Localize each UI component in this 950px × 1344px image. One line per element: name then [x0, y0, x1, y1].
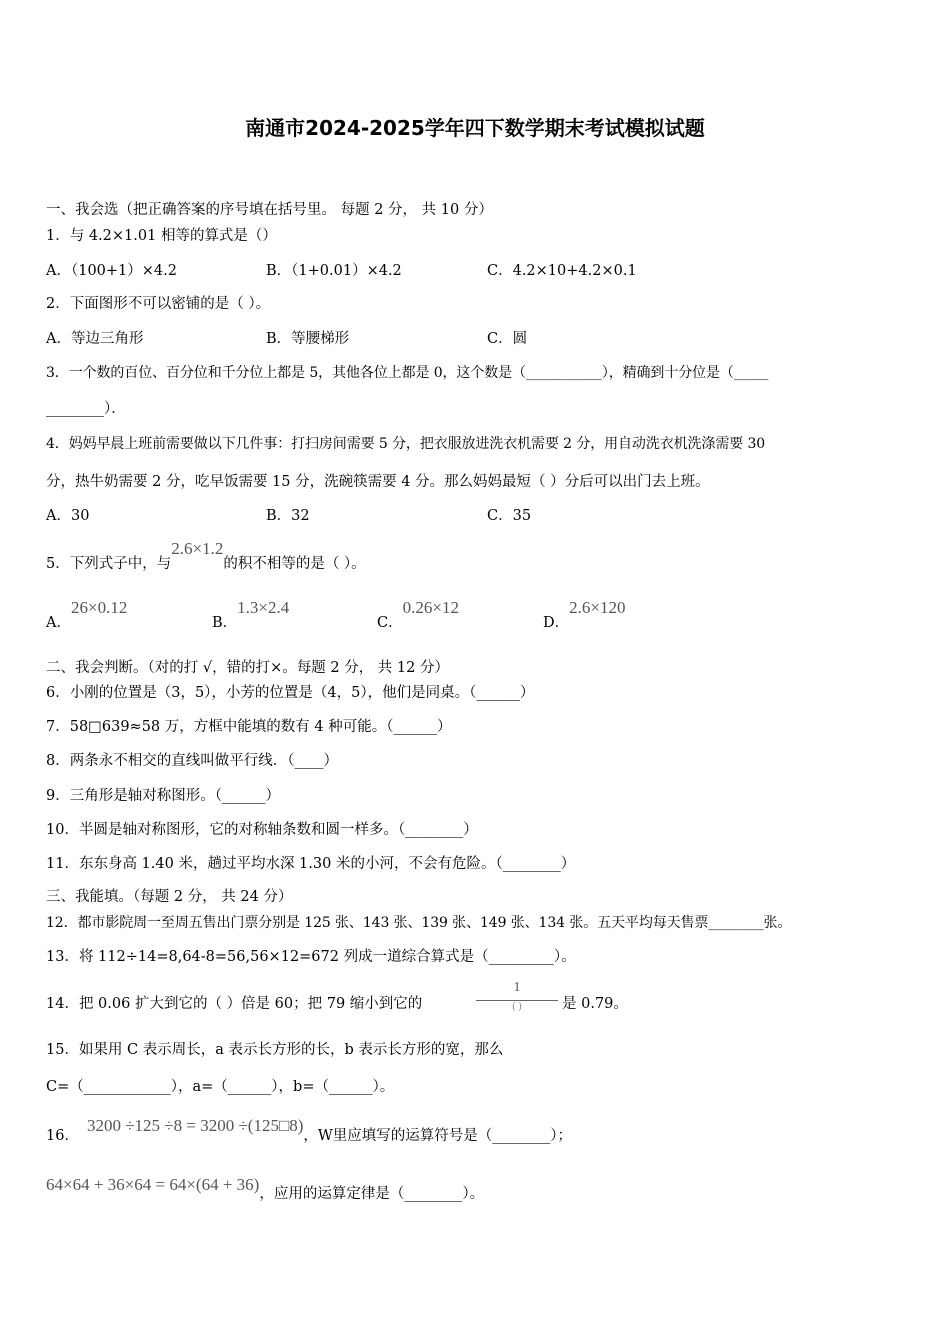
q16-suffix: ，应用的运算定律是（________）。: [259, 1186, 485, 1202]
question-4-line1: 4．妈妈早晨上班前需要做以下几件事：打扫房间需要 5 分，把衣服放进洗衣机需要 2 分，用自动洗衣机洗涤需要 30: [46, 436, 766, 452]
question-12: 12．都市影院周一至周五售出门票分别是 125 张、143 张、139 张、149 张、134 张。五天平均每天售票________张。: [46, 915, 792, 931]
q1-option-c: C．4.2×10+4.2×0.1: [487, 263, 637, 279]
q5-expression: 2.6×1.2: [171, 539, 224, 558]
question-14: 14．把 0.06 扩大到它的（ ）倍是 60；把 79 缩小到它的: [46, 996, 423, 1012]
q5-suffix: 的积不相等的是（ ）。: [223, 556, 366, 572]
q14-fraction-denominator: ( ): [512, 1001, 522, 1012]
question-5: [46, 539, 366, 574]
q1-option-a: A．（100+1）×4.2: [46, 263, 177, 279]
q5-option-d: [543, 598, 626, 633]
q5-option-c-label: C．: [377, 615, 403, 631]
q4-option-b: B．32: [266, 508, 310, 524]
q14-suffix: 是 0.79。: [562, 996, 628, 1012]
q14-fraction: [474, 980, 560, 1020]
section-1-header: 一、我会选（把正确答案的序号填在括号里。 每题 2 分， 共 10 分）: [46, 202, 493, 218]
q2-option-c: C．圆: [487, 331, 528, 347]
question-13: 13．将 112÷14=8,64-8=56,56×12=672 列成一道综合算式是（_________）。: [46, 949, 576, 965]
question-16-line2: [46, 1175, 485, 1204]
question-11: 11．东东身高 1.40 米，趟过平均水深 1.30 米的小河，不会有危险。（________）: [46, 856, 576, 872]
question-15-line1: 15．如果用 C 表示周长，a 表示长方形的长，b 表示长方形的宽，那么: [46, 1042, 504, 1058]
q16-expression-1: 3200 ÷125 ÷8 = 3200 ÷(125□8): [86, 1116, 304, 1135]
q5-option-b-label: B．: [212, 615, 238, 631]
question-15-line2: C=（____________），a=（______），b=（______）。: [46, 1079, 395, 1095]
q4-option-c: C．35: [487, 508, 532, 524]
q5-option-a: [46, 598, 128, 633]
q5-prefix: 5．下列式子中，与: [46, 556, 172, 572]
question-6: 6．小刚的位置是（3，5），小芳的位置是（4，5），他们是同桌。（______）: [46, 685, 535, 701]
q16-mid-text: ，W里应填写的运算符号是（________）；: [303, 1128, 573, 1144]
question-8: 8．两条永不相交的直线叫做平行线．（____）: [46, 753, 338, 769]
section-2-header: 二、我会判断。（对的打 √，错的打×。每题 2 分， 共 12 分）: [46, 660, 449, 676]
question-2: 2．下面图形不可以密铺的是（ ）。: [46, 296, 271, 312]
q5-option-c: [377, 598, 459, 633]
q5-option-a-label: A．: [46, 615, 71, 631]
question-4-line2: 分，热牛奶需要 2 分，吃早饭需要 15 分，洗碗筷需要 4 分。那么妈妈最短（ ）分后可以出门去上班。: [46, 474, 710, 490]
q4-option-a: A．30: [46, 508, 90, 524]
question-7: 7．58□639≈58 万，方框中能填的数有 4 种可能。（______）: [46, 719, 452, 735]
q5-option-b: [212, 598, 290, 633]
q2-option-b: B．等腰梯形: [266, 331, 350, 347]
question-3-line1: 3．一个数的百位、百分位和千分位上都是 5，其他各位上都是 0，这个数是（___________），精确到十分位是（_____: [46, 365, 769, 381]
section-3-header: 三、我能填。（每题 2 分， 共 24 分）: [46, 889, 293, 905]
q5-option-d-label: D．: [543, 615, 570, 631]
question-10: 10．半圆是轴对称图形，它的对称轴条数和圆一样多。（________）: [46, 822, 478, 838]
q5-option-b-expr: 1.3×2.4: [237, 598, 290, 617]
question-9: 9．三角形是轴对称图形。（______）: [46, 788, 280, 804]
q2-option-a: A．等边三角形: [46, 331, 144, 347]
q5-option-c-expr: 0.26×12: [402, 598, 459, 617]
q5-option-d-expr: 2.6×120: [569, 598, 626, 617]
q14-fraction-numerator: 1: [513, 980, 521, 995]
q5-option-a-expr: 26×0.12: [70, 598, 128, 617]
question-16-line1: [46, 1116, 573, 1146]
page-title: 南通市2024-2025学年四下数学期末考试模拟试题: [245, 116, 705, 140]
q16-expression-2: 64×64 + 36×64 = 64×(64 + 36): [46, 1175, 260, 1194]
question-1: 1．与 4.2×1.01 相等的算式是（）: [46, 228, 277, 244]
q16-number: 16．: [46, 1128, 79, 1144]
question-3-line2: ________）．: [46, 401, 126, 417]
q1-option-b: B．（1+0.01）×4.2: [266, 263, 402, 279]
